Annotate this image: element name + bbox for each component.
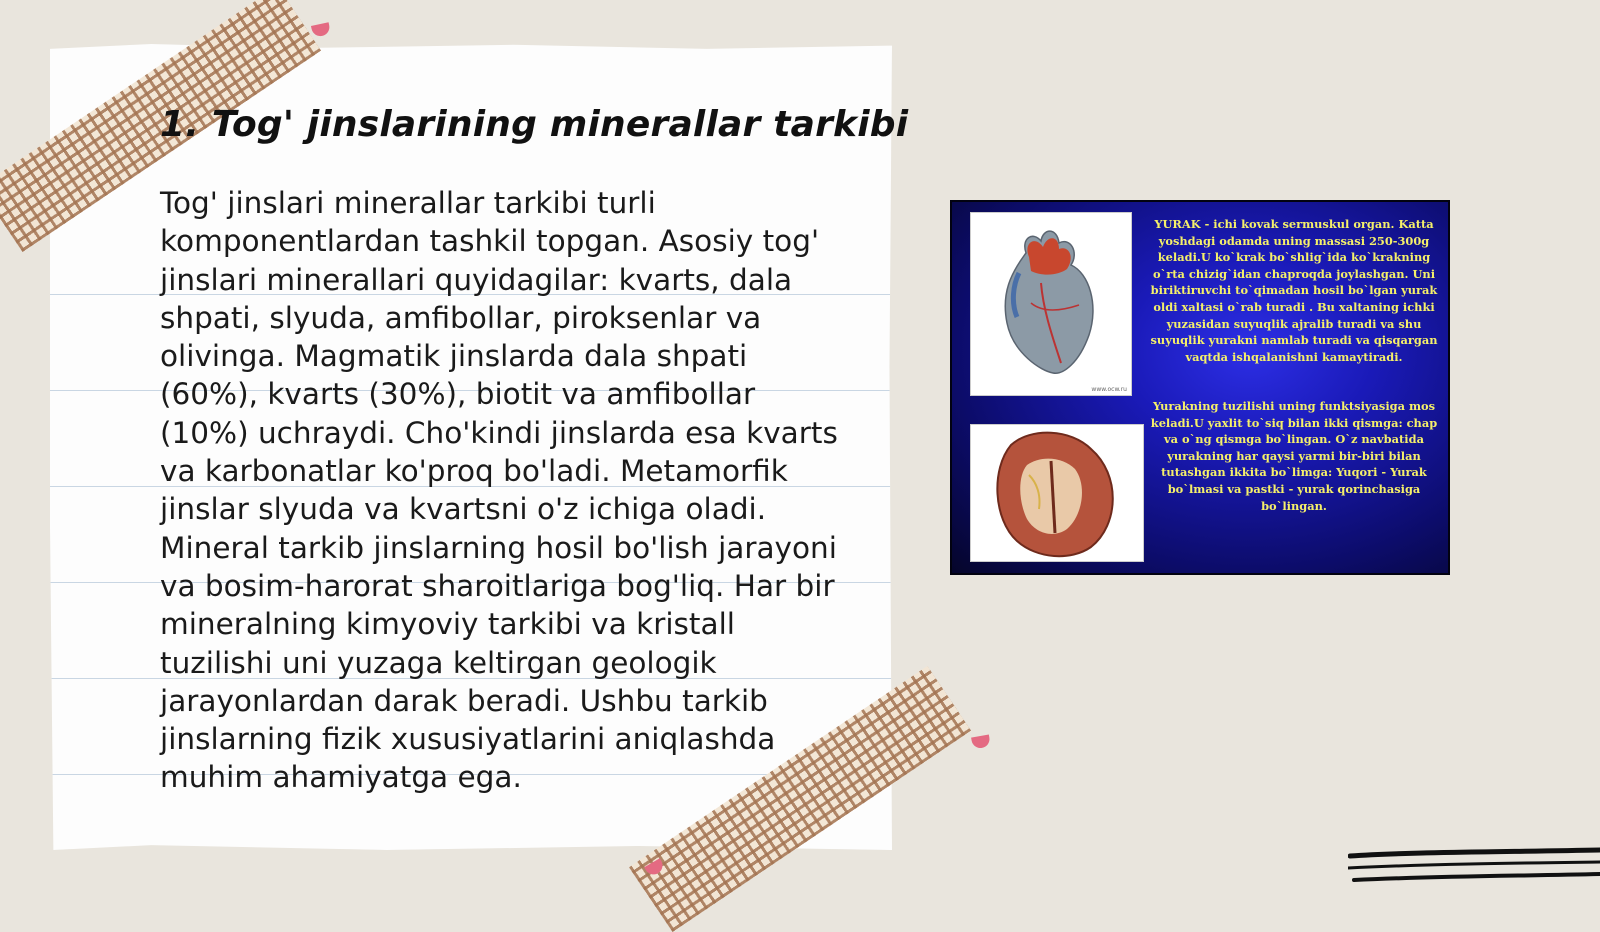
decorative-brush-lines bbox=[1348, 846, 1600, 896]
illustration-caption-1: YURAK - ichi kovak sermuskul organ. Katta yoshdagi odamda uning massasi 250-300g keladi.U ko`krak bo`shlig`ida ko`krakning o`rta chizig`idan chaproqda joylashgan. Uni biriktiruvchi to`qimadan hosil bo`lgan yurak oldi xaltasi o`rab turadi . Bu xaltaning ichki yuzasidan suyuqlik ajralib turadi va shu suyuqlik yurakni namlab turadi va qisqargan vaqtda ishqalanishni kamaytiradi. bbox=[1150, 217, 1438, 364]
slide-title: 1. Tog' jinslarining minerallar tarkibi bbox=[160, 104, 909, 145]
image-credit: www.ocw.ru bbox=[1091, 386, 1127, 393]
heart-exterior-icon bbox=[971, 213, 1131, 395]
heart-exterior-picture bbox=[970, 212, 1132, 396]
heart-interior-picture bbox=[970, 424, 1144, 562]
slide-body-text: Tog' jinslari minerallar tarkibi turli komponentlardan tashkil topgan. Asosiy tog' jinslari minerallari quyidagilar: kvarts, dala shpati, slyuda, amfibollar, piroksenlar va olivinga. Magmatik jinslarda dala shpati (60%), kvarts (30%), biotit va amfibollar (10%) uchraydi. Cho'kindi jinslarda esa kvarts va karbonatlar ko'proq bo'ladi. Metamorfik jinslar slyuda va kvartsni o'z ichiga oladi. Mineral tarkib jinslarning hosil bo'lish jarayoni va bosim-harorat sharoitlariga bog'liq. Har bir mineralning kimyoviy tarkibi va kristall tuzilishi uni yuzaga keltirgan geologik jarayonlardan darak beradi. Ushbu tarkib jinslarning fizik xususiyatlarini aniqlashda muhim ahamiyatga ega. bbox=[160, 186, 838, 795]
heart-anatomy-image bbox=[950, 200, 1450, 575]
pin-decoration bbox=[971, 735, 991, 750]
illustration-caption-2: Yurakning tuzilishi uning funktsiyasiga mos keladi.U yaxlit to`siq bilan ikki qismga: chap va o`ng qismga bo`lingan. O`z navbatida yurakning har qaysi yarmi bir-biri bilan tutashgan ikkita bo`limga: Yuqori - Yurak bo`lmasi va pastki - yurak qorinchasiga bo`lingan. bbox=[1150, 399, 1438, 513]
heart-section-icon bbox=[971, 425, 1143, 561]
pin-decoration bbox=[311, 22, 331, 37]
